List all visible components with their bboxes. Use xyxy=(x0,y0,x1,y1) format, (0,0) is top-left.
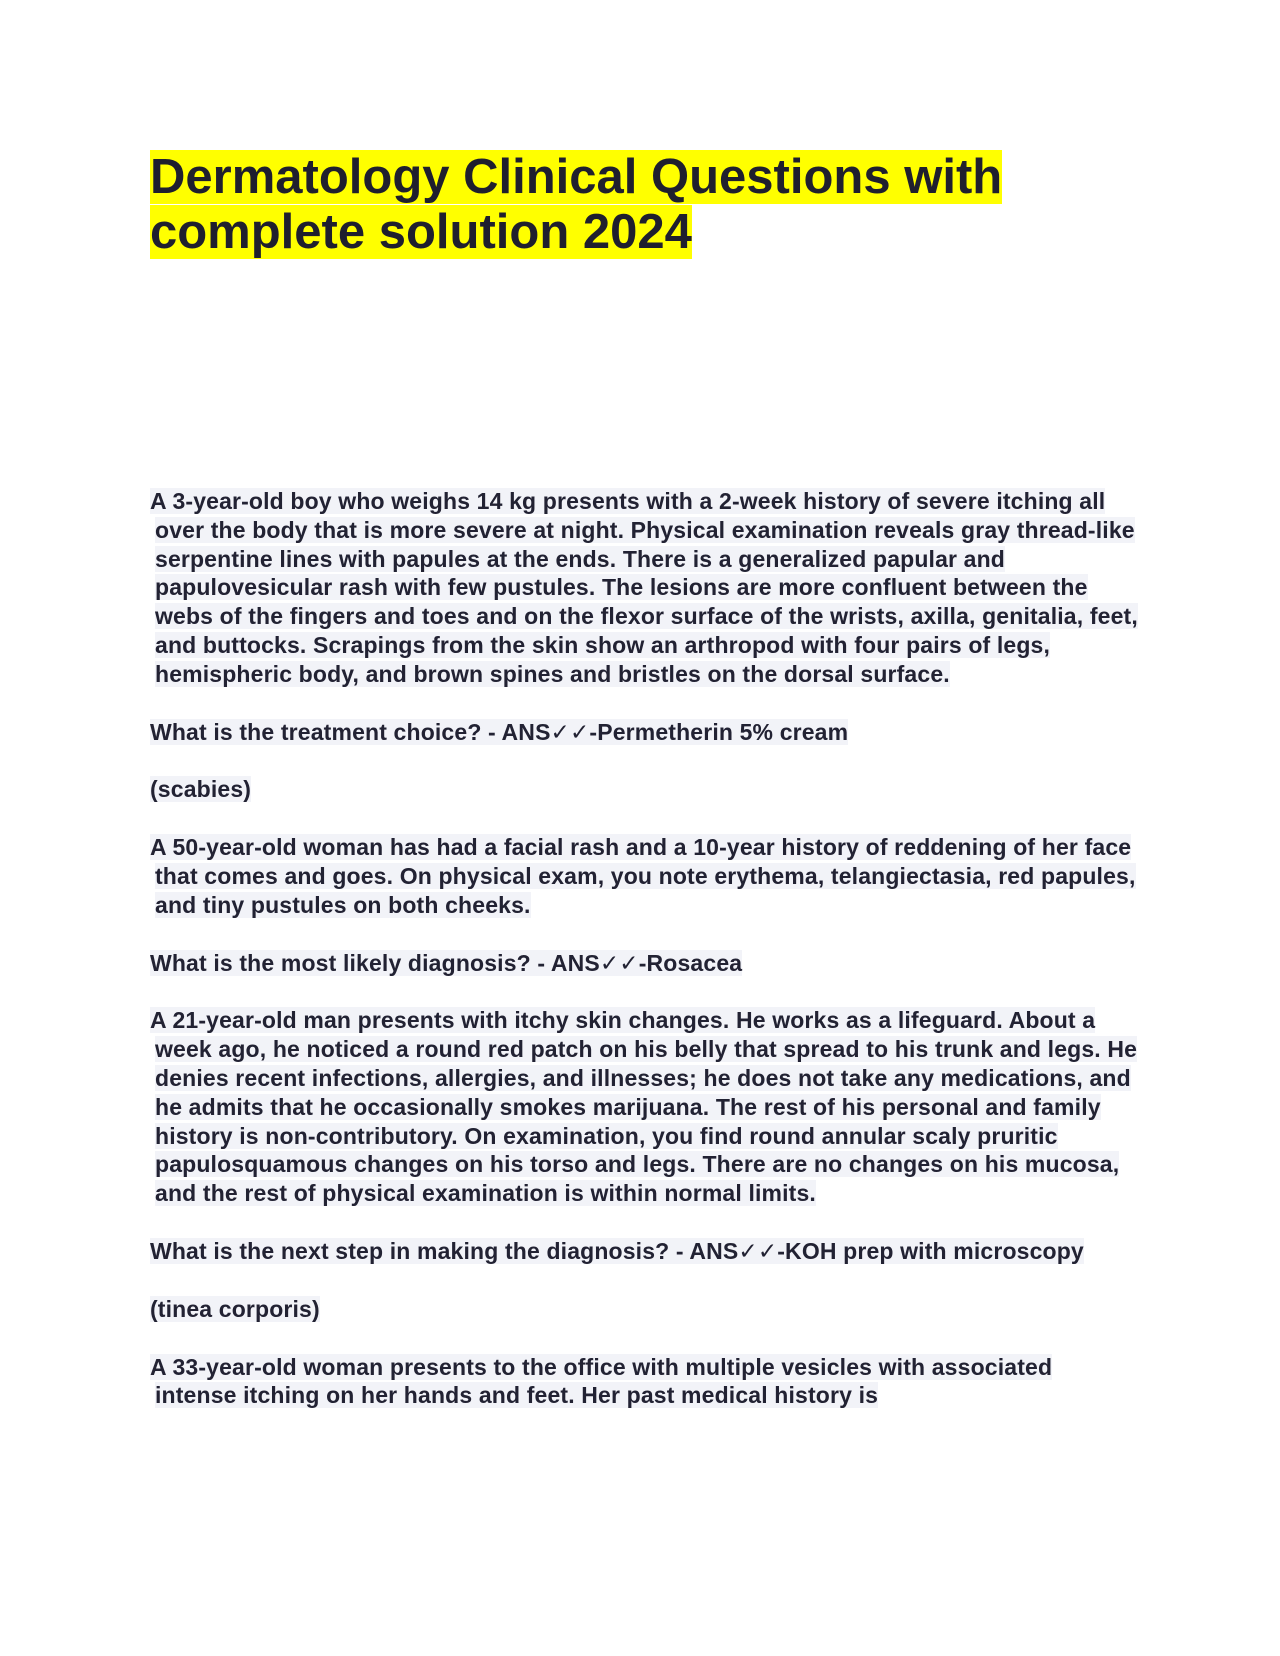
case-rosacea-stem: A 50-year-old woman has had a facial rash and a 10-year history of reddening of her face that comes and goes. On physical exam, you note erythema, telangiectasia, red papules, and tiny pustules on both cheeks. xyxy=(150,834,1136,918)
case-scabies-stem: A 3-year-old boy who weighs 14 kg presents with a 2-week history of severe itching all over the body that is more severe at night. Physical examination reveals gray thread-like serpentine lines with papules at the ends. There is a generalized papular and papulovesicular rash with few pustules. The lesions are more confluent between the webs of the fingers and toes and on the flexor surface of the wrists, axilla, genitalia, feet, and buttocks. Scrapings from the skin show an arthropod with four pairs of legs, hemispheric body, and brown spines and bristles on the dorsal surface. xyxy=(150,488,1138,687)
case-tinea-diagnosis: (tinea corporis) xyxy=(150,1295,320,1322)
document-title xyxy=(150,150,1140,260)
title-line-2: complete solution 2024 xyxy=(150,205,692,259)
case-tinea-stem: A 21-year-old man presents with itchy skin changes. He works as a lifeguard. About a week ago, he noticed a round red patch on his belly that spread to his trunk and legs. He denies recent infections, allergies, and illnesses; he does not take any medications, and he admits that he occasionally smokes marijuana. The rest of his personal and family history is non-contributory. On examination, you find round annular scaly pruritic papulosquamous changes on his torso and legs. There are no changes on his mucosa, and the rest of physical examination is within normal limits. xyxy=(150,1007,1138,1207)
case-vesicles-stem: A 33-year-old woman presents to the office with multiple vesicles with associated intense itching on her hands and feet. Her past medical history is xyxy=(150,1353,1053,1409)
case-scabies-diagnosis: (scabies) xyxy=(150,776,252,803)
document-header xyxy=(150,150,1140,260)
title-line-1: Dermatology Clinical Questions with xyxy=(150,150,1003,204)
case-rosacea-question: What is the most likely diagnosis? - ANS✓✓-Rosacea xyxy=(150,949,743,976)
document-body xyxy=(150,487,1140,1439)
case-scabies-question: What is the treatment choice? - ANS✓✓-Permetherin 5% cream xyxy=(150,718,849,745)
case-tinea-question: What is the next step in making the diagnosis? - ANS✓✓-KOH prep with microscopy xyxy=(150,1237,1084,1264)
